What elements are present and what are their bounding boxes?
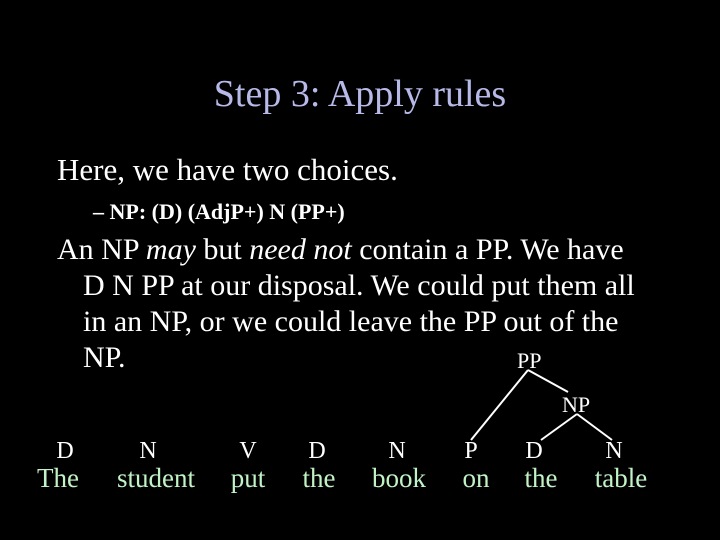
sentence-word: The	[37, 463, 79, 493]
slide-title: Step 3: Apply rules	[213, 73, 507, 115]
category-label: V	[239, 438, 257, 464]
sentence-word: book	[372, 463, 426, 493]
para-line-4: NP.	[83, 341, 126, 374]
category-label: D	[308, 438, 326, 464]
tree-node-pp: PP	[517, 348, 542, 373]
branch-pp-to-p	[471, 370, 528, 440]
category-label: N	[388, 438, 406, 464]
category-label: D	[525, 438, 543, 464]
bullet-choices: Here, we have two choices.	[57, 152, 398, 187]
para-text: An NP	[57, 233, 146, 266]
category-label: N	[139, 438, 157, 464]
para-text: contain a PP. We have	[351, 233, 624, 266]
category-label: N	[605, 438, 623, 464]
sentence-word: put	[230, 463, 266, 493]
para-line-2: D N PP at our disposal. We could put them all	[83, 269, 635, 302]
para-text: but	[195, 233, 250, 266]
sentence-word: the	[302, 463, 336, 493]
sentence-word: table	[594, 463, 648, 493]
sentence-word: student	[117, 463, 195, 493]
sentence-word: on	[462, 463, 490, 493]
para-line-3: in an NP, or we could leave the PP out of the	[83, 305, 619, 338]
bullet-np-rule: – NP: (D) (AdjP+) N (PP+)	[93, 199, 345, 224]
sentence-word: the	[524, 463, 558, 493]
tree-node-np: NP	[562, 392, 591, 417]
category-label: D	[56, 438, 74, 464]
category-label: P	[464, 438, 478, 464]
para-emphasis-need-not: need not	[249, 233, 352, 266]
para-emphasis-may: may	[145, 233, 196, 266]
